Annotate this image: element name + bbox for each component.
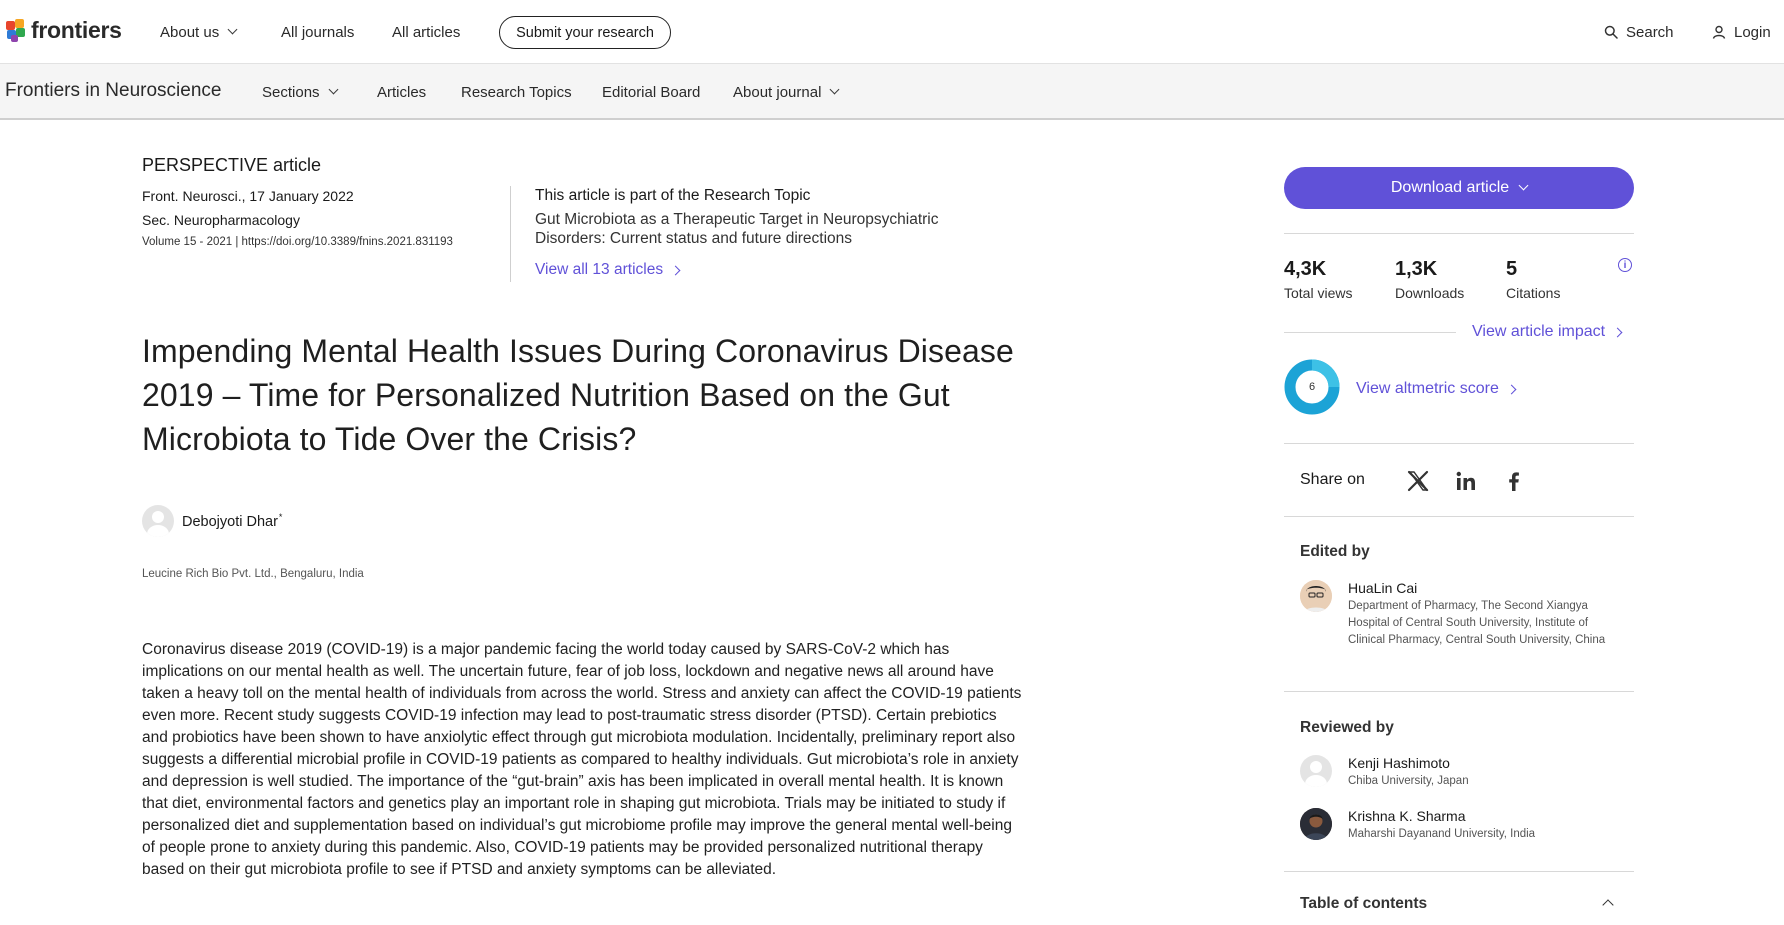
reviewer-text	[1348, 755, 1618, 790]
view-all-articles-link[interactable]	[535, 261, 679, 279]
abstract-text: Coronavirus disease 2019 (COVID-19) is a major pandemic facing the world today caused by SARS-CoV-2 which has implications on our mental health as well. The uncertain future, fear of job loss, lockdown and negative news all around have taken a heavy toll on the mental health of individuals from across the world. Stress and anxiety can affect the COVID-19 patients even more. Recent study suggests COVID-19 infection may lead to post-traumatic stress disorder (PTSD). Certain prebiotics and probiotics have been shown to have anxiolytic effect through gut microbiota modulation. Incidentally, preliminary report also suggests a differential microbial profile in COVID-19 patients as compared to healthy individuals. Gut microbiota’s role in anxiety and depression is well studied. The importance of the “gut-brain” axis has been implicated in overall mental health. It is known that diet, environmental factors and genetics play an important role in shaping gut microbiota. Trials may be initiated to study if personalized diet and supplementation based on individual’s gut microbiome profile may improve the general mental well-being of people prone to anxiety during this pandemic. Also, COVID-19 patients may be provided personalized nutritional therapy based on their gut microbiota profile to see if PTSD and anxiety symptoms can be alleviated.	[142, 641, 1022, 878]
nav-research-topics-label: Research Topics	[461, 83, 572, 101]
view-altmetric-label: View altmetric score	[1356, 380, 1499, 397]
logo-text: frontiers	[31, 17, 122, 43]
nav-articles[interactable]	[377, 64, 426, 120]
editor-item[interactable]	[1300, 580, 1618, 649]
chevron-right-icon	[1613, 327, 1623, 337]
login-button[interactable]	[1712, 0, 1771, 64]
divider	[1284, 443, 1634, 444]
chevron-right-icon	[671, 265, 681, 275]
frontiers-logo[interactable]	[6, 17, 122, 44]
journal-navbar	[0, 64, 1784, 120]
nav-about-us[interactable]	[160, 0, 236, 64]
metric-downloads	[1395, 258, 1464, 301]
search-icon	[1604, 25, 1618, 39]
nav-about-journal[interactable]	[733, 64, 838, 120]
nav-about-us-label: About us	[160, 23, 220, 41]
divider	[1284, 516, 1634, 517]
nav-all-journals-label: All journals	[281, 23, 355, 41]
altmetric-badge[interactable]	[1284, 359, 1340, 415]
frontiers-logo-icon	[6, 19, 28, 43]
author-name-wrap	[182, 512, 282, 530]
nav-editorial-board-label: Editorial Board	[602, 83, 701, 101]
reviewer-avatar	[1300, 808, 1332, 840]
facebook-icon[interactable]	[1501, 468, 1527, 494]
reviewer-text	[1348, 808, 1618, 843]
editor-text	[1348, 580, 1618, 649]
divider	[1284, 871, 1634, 872]
nav-all-articles-label: All articles	[392, 23, 461, 41]
x-twitter-icon[interactable]	[1405, 468, 1431, 494]
article-title: Impending Mental Health Issues During Coronavirus Disease 2019 – Time for Personalized Nutrition Based on the Gut Microbiota to Tide Over the Crisis?	[142, 333, 1014, 457]
reviewer-affiliation: Chiba University, Japan	[1348, 775, 1469, 787]
metric-label: Total views	[1284, 285, 1353, 301]
metric-value: 4,3K	[1284, 258, 1327, 280]
author-affiliation: Leucine Rich Bio Pvt. Ltd., Bengaluru, India	[142, 568, 364, 580]
journal-name[interactable]: Frontiers in Neuroscience	[5, 80, 222, 101]
download-article-button[interactable]	[1284, 167, 1634, 209]
divider	[1284, 233, 1634, 234]
reviewer-name: Krishna K. Sharma	[1348, 808, 1466, 824]
metric-label: Downloads	[1395, 285, 1465, 301]
search-label: Search	[1626, 23, 1674, 41]
author-name: Debojyoti Dhar	[182, 513, 278, 530]
download-article-label: Download article	[1390, 179, 1510, 196]
view-article-impact-label: View article impact	[1472, 323, 1606, 340]
editor-avatar	[1300, 580, 1332, 612]
nav-research-topics[interactable]	[461, 64, 572, 120]
metric-value: 5	[1506, 258, 1518, 280]
chevron-down-icon	[1519, 181, 1529, 191]
linkedin-icon[interactable]	[1453, 468, 1479, 494]
divider	[1284, 332, 1456, 333]
reviewer-item[interactable]	[1300, 755, 1618, 790]
reviewer-avatar	[1300, 755, 1332, 787]
nav-about-journal-label: About journal	[733, 83, 822, 101]
meta-divider	[510, 186, 511, 282]
reviewer-affiliation: Maharshi Dayanand University, India	[1348, 828, 1536, 840]
editor-affiliation: Department of Pharmacy, The Second Xiangya Hospital of Central South University, Institute of Clinical Pharmacy, Central South University, China	[1348, 600, 1606, 646]
editor-name: HuaLin Cai	[1348, 580, 1418, 596]
info-icon[interactable]: i	[1618, 258, 1632, 272]
reviewer-item[interactable]	[1300, 808, 1618, 843]
reviewed-by-heading: Reviewed by	[1300, 719, 1394, 736]
article-type: PERSPECTIVE article	[142, 155, 322, 175]
author[interactable]	[142, 505, 282, 537]
edited-by-heading: Edited by	[1300, 543, 1370, 560]
chevron-down-icon	[830, 85, 840, 95]
chevron-right-icon	[1506, 384, 1516, 394]
research-topic-title[interactable]: Gut Microbiota as a Therapeutic Target in Neuropsychiatric Disorders: Current status and future directions	[535, 211, 939, 247]
chevron-up-icon[interactable]	[1602, 899, 1613, 910]
nav-editorial-board[interactable]	[602, 64, 700, 120]
reviewer-name: Kenji Hashimoto	[1348, 755, 1450, 771]
nav-all-journals[interactable]	[281, 0, 354, 64]
volume-doi[interactable]: Volume 15 - 2021 | https://doi.org/10.3389/fnins.2021.831193	[142, 236, 453, 248]
author-corresponding-mark: *	[278, 512, 283, 523]
metric-value: 1,3K	[1395, 258, 1438, 280]
user-icon	[1712, 25, 1726, 39]
metric-citations	[1506, 258, 1560, 301]
view-article-impact-link[interactable]	[1472, 323, 1621, 341]
table-of-contents-toggle[interactable]: Table of contents	[1300, 895, 1428, 912]
article-section[interactable]: Sec. Neuropharmacology	[142, 212, 300, 228]
nav-all-articles[interactable]	[392, 0, 460, 64]
view-all-articles-label: View all 13 articles	[535, 261, 664, 278]
nav-articles-label: Articles	[377, 83, 427, 101]
share-label: Share on	[1300, 471, 1365, 488]
top-navbar	[0, 0, 1784, 64]
chevron-down-icon	[328, 85, 338, 95]
journal-date: Front. Neurosci., 17 January 2022	[142, 188, 354, 204]
chevron-down-icon	[228, 25, 238, 35]
metric-total-views	[1284, 258, 1352, 301]
login-label: Login	[1734, 23, 1771, 41]
nav-sections[interactable]	[262, 64, 337, 120]
view-altmetric-link[interactable]	[1356, 380, 1515, 398]
search-button[interactable]	[1604, 0, 1674, 64]
avatar	[142, 505, 174, 537]
metric-label: Citations	[1506, 285, 1561, 301]
research-topic-heading: This article is part of the Research Topic	[535, 187, 811, 204]
submit-research-button[interactable]: Submit your research	[499, 16, 671, 49]
divider	[1284, 691, 1634, 692]
altmetric-score: 6	[1308, 381, 1316, 393]
nav-sections-label: Sections	[262, 83, 320, 101]
